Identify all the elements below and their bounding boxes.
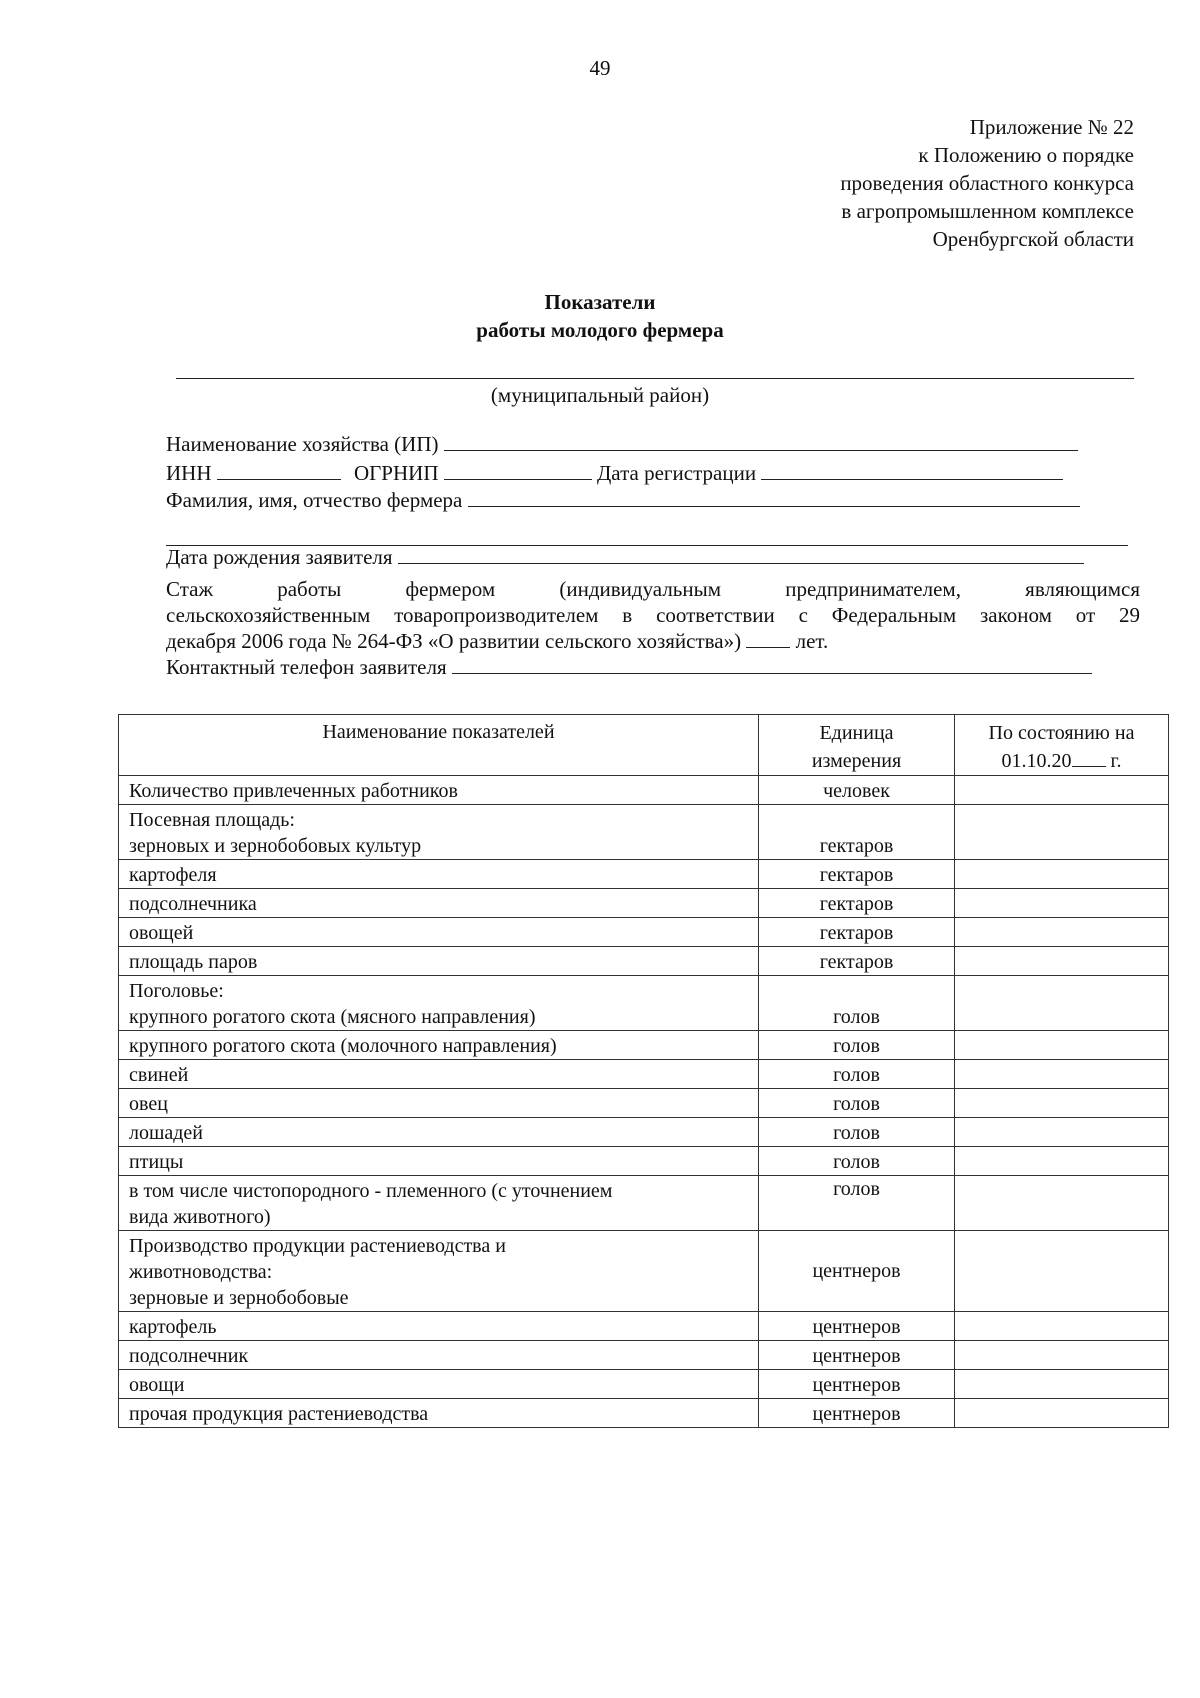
indicator-line: зерновые и зернобобовые <box>129 1287 349 1309</box>
unit-cell: голов <box>759 1176 955 1231</box>
registration-row <box>166 461 1063 486</box>
birth-field[interactable] <box>398 545 1084 564</box>
indicator-line: животноводства: <box>129 1261 273 1283</box>
header-unit <box>759 715 955 776</box>
indicator-line: крупного рогатого скота (мясного направления) <box>129 1006 536 1028</box>
indicator-line: подсолнечника <box>129 893 257 915</box>
indicator-line: Количество привлеченных работников <box>129 780 458 802</box>
unit-cell: центнеров <box>759 1341 955 1370</box>
value-cell[interactable] <box>955 976 1169 1031</box>
indicator-name <box>119 1147 759 1176</box>
header-year-mark: г. <box>1110 750 1122 772</box>
table-row <box>119 1089 1169 1118</box>
unit-cell: центнеров <box>759 1231 955 1312</box>
table-row <box>119 947 1169 976</box>
header-unit-line: измерения <box>811 750 902 772</box>
header-value-line: По состоянию на <box>988 722 1135 744</box>
appendix-note <box>840 113 1134 253</box>
title-line-1: Показатели <box>544 290 656 314</box>
experience-years-field[interactable] <box>746 629 790 648</box>
indicator-line: овощей <box>129 922 194 944</box>
table-row <box>119 1231 1169 1312</box>
unit-cell: голов <box>759 1118 955 1147</box>
value-cell[interactable] <box>955 1370 1169 1399</box>
appendix-line: к Положению о порядке <box>918 143 1134 167</box>
experience-unit: лет. <box>795 629 829 653</box>
indicator-line: площадь паров <box>129 951 258 973</box>
value-cell[interactable] <box>955 918 1169 947</box>
table-row <box>119 1399 1169 1428</box>
value-cell[interactable] <box>955 1147 1169 1176</box>
unit-cell: центнеров <box>759 1312 955 1341</box>
unit-cell: гектаров <box>759 805 955 860</box>
farm-name-field[interactable] <box>444 432 1078 451</box>
phone-field[interactable] <box>452 655 1092 674</box>
value-cell[interactable] <box>955 776 1169 805</box>
table-row <box>119 889 1169 918</box>
indicator-line: подсолнечник <box>129 1345 249 1367</box>
fio-row <box>166 488 1080 513</box>
header-date: 01.10.20 <box>1001 750 1072 772</box>
year-suffix-field[interactable] <box>1072 752 1106 767</box>
table-row <box>119 1118 1169 1147</box>
page-number: 49 <box>589 56 611 80</box>
title-line-2: работы молодого фермера <box>476 318 724 342</box>
experience-line-2: сельскохозяйственным товаропроизводителем в соответствии с Федеральным законом от 29 <box>166 603 1140 627</box>
experience-line-3 <box>166 628 828 654</box>
indicator-line: зерновых и зернобобовых культур <box>129 835 422 857</box>
indicator-name <box>119 805 759 860</box>
district-caption: (муниципальный район) <box>490 383 710 407</box>
ogrnip-label: ОГРНИП <box>354 461 439 485</box>
birth-row <box>166 545 1084 570</box>
indicator-line: свиней <box>129 1064 189 1086</box>
table-body <box>119 776 1169 1428</box>
header-unit-line: Единица <box>819 722 894 744</box>
document-title <box>0 288 1200 344</box>
indicator-name <box>119 1176 759 1231</box>
unit-cell: гектаров <box>759 947 955 976</box>
table-header-row <box>119 715 1169 776</box>
header-indicator-name: Наименование показателей <box>119 715 759 776</box>
table-row <box>119 1176 1169 1231</box>
indicators-table <box>118 714 1169 1428</box>
unit-cell: центнеров <box>759 1370 955 1399</box>
indicator-name <box>119 776 759 805</box>
value-cell[interactable] <box>955 860 1169 889</box>
unit-cell: голов <box>759 976 955 1031</box>
indicator-line: картофель <box>129 1316 217 1338</box>
indicator-name <box>119 1231 759 1312</box>
indicator-name <box>119 1089 759 1118</box>
value-cell[interactable] <box>955 889 1169 918</box>
appendix-line: Оренбургской области <box>932 227 1134 251</box>
unit-cell: центнеров <box>759 1399 955 1428</box>
indicator-line: в том числе чистопородного - племенного (с уточнением <box>129 1180 613 1202</box>
fio-field[interactable] <box>468 488 1080 507</box>
value-cell[interactable] <box>955 1231 1169 1312</box>
table-row <box>119 918 1169 947</box>
table-row <box>119 1312 1169 1341</box>
table-row <box>119 1031 1169 1060</box>
ogrnip-field[interactable] <box>444 461 592 480</box>
indicator-line: овец <box>129 1093 168 1115</box>
appendix-line: проведения областного конкурса <box>840 171 1134 195</box>
table-row <box>119 976 1169 1031</box>
indicator-line: овощи <box>129 1374 185 1396</box>
indicator-name <box>119 1118 759 1147</box>
district-fill-line[interactable] <box>176 378 1134 379</box>
indicator-name <box>119 918 759 947</box>
value-cell[interactable] <box>955 805 1169 860</box>
indicator-name <box>119 1312 759 1341</box>
value-cell[interactable] <box>955 1118 1169 1147</box>
value-cell[interactable] <box>955 947 1169 976</box>
indicator-name <box>119 1031 759 1060</box>
value-cell[interactable] <box>955 1312 1169 1341</box>
farm-name-label: Наименование хозяйства (ИП) <box>166 432 439 456</box>
header-value <box>955 715 1169 776</box>
table-row <box>119 1060 1169 1089</box>
unit-cell: человек <box>759 776 955 805</box>
indicator-line: Производство продукции растениеводства и <box>129 1235 506 1257</box>
phone-row <box>166 655 1092 680</box>
birth-label: Дата рождения заявителя <box>166 545 393 569</box>
reg-date-label: Дата регистрации <box>596 461 757 485</box>
inn-field[interactable] <box>217 461 341 480</box>
indicator-name <box>119 860 759 889</box>
table-row <box>119 1370 1169 1399</box>
unit-cell: гектаров <box>759 918 955 947</box>
unit-cell: голов <box>759 1031 955 1060</box>
appendix-line: в агропромышленном комплексе <box>841 199 1134 223</box>
table-row <box>119 1341 1169 1370</box>
farm-name-row <box>166 432 1078 457</box>
inn-label: ИНН <box>166 461 212 485</box>
value-cell[interactable] <box>955 1089 1169 1118</box>
value-cell[interactable] <box>955 1060 1169 1089</box>
indicator-name <box>119 947 759 976</box>
value-cell[interactable] <box>955 1399 1169 1428</box>
unit-cell: гектаров <box>759 860 955 889</box>
indicator-line: птицы <box>129 1151 184 1173</box>
value-cell[interactable] <box>955 1341 1169 1370</box>
value-cell[interactable] <box>955 1031 1169 1060</box>
indicator-name <box>119 1399 759 1428</box>
fio-label: Фамилия, имя, отчество фермера <box>166 488 463 512</box>
indicator-name <box>119 976 759 1031</box>
unit-cell: гектаров <box>759 889 955 918</box>
experience-line-1: Стаж работы фермером (индивидуальным предпринимателем, являющимся <box>166 577 1140 601</box>
unit-cell: голов <box>759 1089 955 1118</box>
table-row <box>119 860 1169 889</box>
indicator-name <box>119 1060 759 1089</box>
indicator-line: вида животного) <box>129 1206 271 1228</box>
indicator-line: картофеля <box>129 864 217 886</box>
indicator-name <box>119 889 759 918</box>
appendix-line: Приложение № 22 <box>969 115 1134 139</box>
table-row <box>119 805 1169 860</box>
value-cell[interactable] <box>955 1176 1169 1231</box>
table-row <box>119 776 1169 805</box>
table-row <box>119 1147 1169 1176</box>
indicator-line: Посевная площадь: <box>129 809 295 831</box>
indicator-line: крупного рогатого скота (молочного направления) <box>129 1035 557 1057</box>
indicator-line: прочая продукция растениеводства <box>129 1403 429 1425</box>
indicator-name <box>119 1370 759 1399</box>
unit-cell: голов <box>759 1147 955 1176</box>
experience-text: декабря 2006 года № 264-ФЗ «О развитии сельского хозяйства») <box>166 629 742 653</box>
phone-label: Контактный телефон заявителя <box>166 655 447 679</box>
indicator-name <box>119 1341 759 1370</box>
header-value-line <box>965 747 1158 775</box>
unit-cell: голов <box>759 1060 955 1089</box>
reg-date-field[interactable] <box>761 461 1063 480</box>
indicator-line: Поголовье: <box>129 980 224 1002</box>
indicator-line: лошадей <box>129 1122 204 1144</box>
